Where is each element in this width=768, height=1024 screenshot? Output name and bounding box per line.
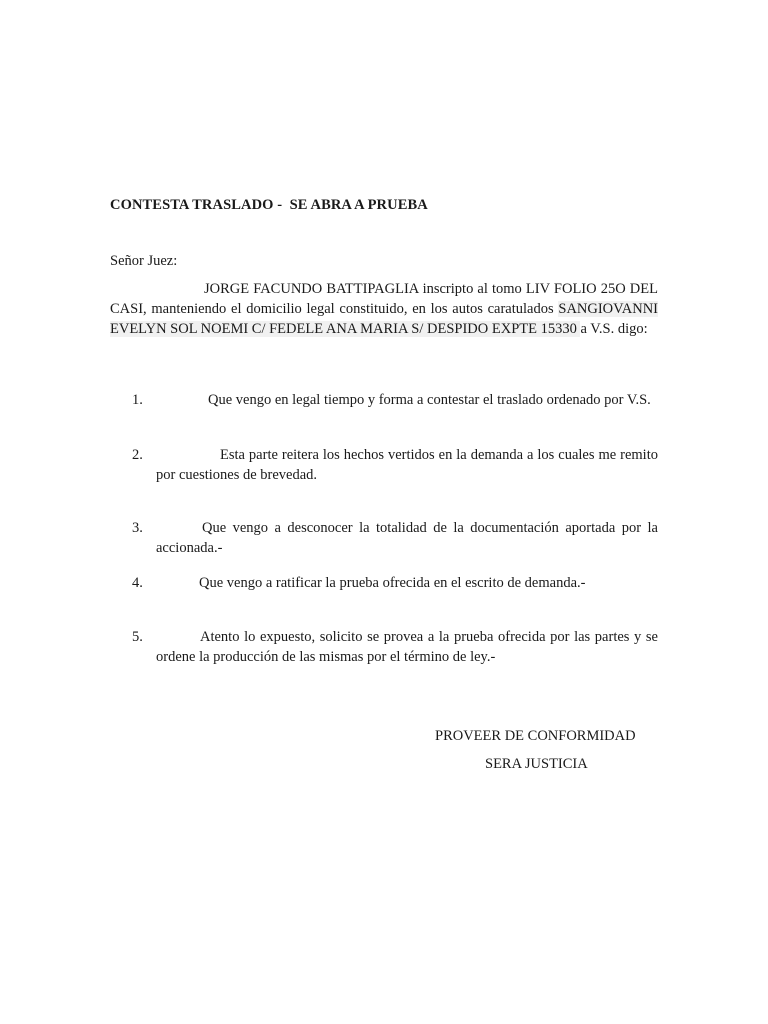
document-title: CONTESTA TRASLADO - SE ABRA A PRUEBA [110, 197, 428, 213]
list-item-number: 5. [132, 629, 143, 645]
closing-line-1: PROVEER DE CONFORMIDAD [435, 728, 636, 744]
intro-text-part2: a V.S. digo: [580, 321, 648, 337]
intro-paragraph [110, 279, 658, 339]
list-item-text: Esta parte reitera los hechos vertidos en la demanda a los cuales me remito por cuestiones de brevedad. [156, 447, 658, 483]
list-item-number: 1. [132, 392, 143, 408]
intro-text-part1: JORGE FACUNDO BATTIPAGLIA inscripto al tomo LIV FOLIO 25O DEL CASI, manteniendo el domicilio legal constituido, en los autos caratulados [110, 281, 658, 317]
list-item-text: Atento lo expuesto, solicito se provea a la prueba ofrecida por las partes y se ordene la producción de las mismas por el término de ley.- [156, 629, 658, 665]
list-item-number: 2. [132, 447, 143, 463]
list-item-text: Que vengo en legal tiempo y forma a contestar el traslado ordenado por V.S. [208, 392, 651, 408]
greeting: Señor Juez: [110, 253, 178, 269]
case-name: SANGIOVANNI EVELYN SOL NOEMI C/ FEDELE ANA MARIA S/ DESPIDO EXPTE 15330 [110, 301, 658, 337]
list-item-text: Que vengo a desconocer la totalidad de la documentación aportada por la accionada.- [156, 520, 658, 556]
list-item-number: 4. [132, 575, 143, 591]
closing-line-2: SERA JUSTICIA [485, 756, 588, 772]
list-item-text: Que vengo a ratificar la prueba ofrecida en el escrito de demanda.- [199, 575, 586, 591]
list-item-number: 3. [132, 520, 143, 536]
